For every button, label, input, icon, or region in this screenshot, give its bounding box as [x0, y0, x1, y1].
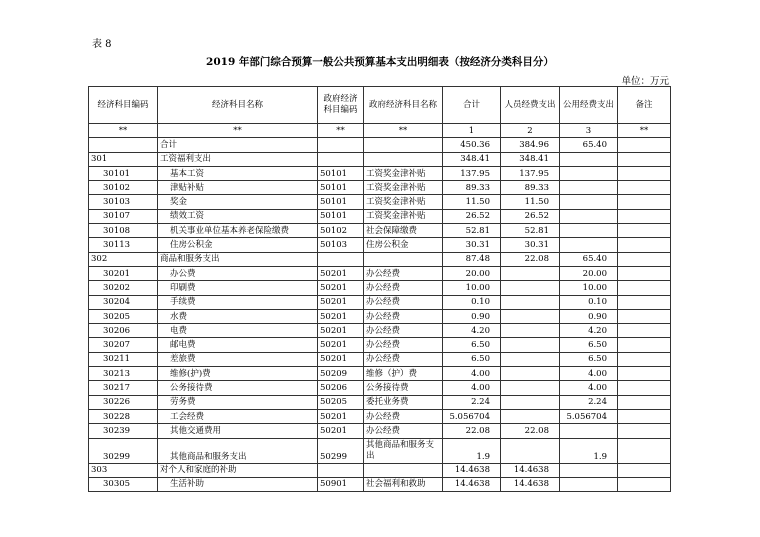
cell-gov-name [364, 252, 443, 266]
cell-remark [618, 409, 671, 423]
cell-total: 14.4638 [443, 463, 501, 477]
cell-total: 26.52 [443, 209, 501, 223]
cell-staff: 89.33 [501, 181, 560, 195]
cell-econ-code: 30101 [89, 166, 158, 180]
cell-staff [501, 395, 560, 409]
cell-econ-code: 30113 [89, 238, 158, 252]
cell-econ-code: 30207 [89, 338, 158, 352]
cell-gov-code: 50101 [318, 209, 364, 223]
cell-public: 0.90 [560, 309, 618, 323]
cell-total: 4.00 [443, 367, 501, 381]
header-gov-name: 政府经济科目名称 [364, 87, 443, 124]
cell-gov-name: 办公经费 [364, 424, 443, 438]
cell-total: 52.81 [443, 224, 501, 238]
table-row [89, 367, 671, 381]
cell-public: 4.20 [560, 324, 618, 338]
cell-public [560, 166, 618, 180]
cell-public [560, 477, 618, 491]
cell-public: 4.00 [560, 367, 618, 381]
cell-public: 4.00 [560, 381, 618, 395]
cell-gov-name: 住房公积金 [364, 238, 443, 252]
cell-staff [501, 338, 560, 352]
table-row [89, 338, 671, 352]
cell-total: 22.08 [443, 424, 501, 438]
cell-gov-name: 维修（护）费 [364, 367, 443, 381]
cell-gov-name [364, 138, 443, 152]
cell-staff: 11.50 [501, 195, 560, 209]
cell-remark [618, 266, 671, 280]
cell-remark [618, 152, 671, 166]
cell-econ-name: 电费 [158, 324, 318, 338]
cell-staff [501, 309, 560, 323]
cell-total: 14.4638 [443, 477, 501, 491]
cell-econ-name: 其他交通费用 [158, 424, 318, 438]
cell-gov-name: 工资奖金津补贴 [364, 166, 443, 180]
table-row [89, 438, 671, 463]
cell-remark [618, 295, 671, 309]
budget-table [88, 86, 671, 492]
cell-econ-code: 30103 [89, 195, 158, 209]
cell-gov-name: 工资奖金津补贴 [364, 209, 443, 223]
cell-staff [501, 352, 560, 366]
cell-remark [618, 195, 671, 209]
cell-total: 11.50 [443, 195, 501, 209]
cell-staff [501, 409, 560, 423]
cell-econ-name: 工会经费 [158, 409, 318, 423]
cell-public: 1.9 [560, 438, 618, 463]
cell-gov-code [318, 463, 364, 477]
table-row [89, 138, 671, 152]
marker-cell: 1 [443, 124, 501, 138]
cell-econ-name: 印刷费 [158, 281, 318, 295]
cell-total: 2.24 [443, 395, 501, 409]
marker-cell: ** [89, 124, 158, 138]
cell-econ-name: 邮电费 [158, 338, 318, 352]
cell-public [560, 152, 618, 166]
cell-public: 65.40 [560, 138, 618, 152]
cell-staff: 137.95 [501, 166, 560, 180]
cell-econ-code [89, 138, 158, 152]
cell-gov-name: 办公经费 [364, 281, 443, 295]
cell-gov-name: 工资奖金津补贴 [364, 181, 443, 195]
cell-remark [618, 367, 671, 381]
cell-gov-code: 50209 [318, 367, 364, 381]
cell-econ-code: 30211 [89, 352, 158, 366]
cell-public: 5.056704 [560, 409, 618, 423]
cell-staff: 22.08 [501, 424, 560, 438]
cell-gov-code: 50201 [318, 424, 364, 438]
header-staff: 人员经费支出 [501, 87, 560, 124]
table-row [89, 166, 671, 180]
cell-econ-code: 30226 [89, 395, 158, 409]
cell-econ-name: 奖金 [158, 195, 318, 209]
table-row [89, 352, 671, 366]
table-row [89, 309, 671, 323]
table-number: 表 8 [92, 39, 112, 50]
cell-econ-name: 住房公积金 [158, 238, 318, 252]
cell-public: 20.00 [560, 266, 618, 280]
cell-public: 6.50 [560, 352, 618, 366]
cell-econ-code: 30239 [89, 424, 158, 438]
cell-econ-name: 办公费 [158, 266, 318, 280]
cell-total: 20.00 [443, 266, 501, 280]
cell-gov-code: 50206 [318, 381, 364, 395]
cell-econ-name: 公务接待费 [158, 381, 318, 395]
cell-total: 89.33 [443, 181, 501, 195]
table-row [89, 195, 671, 209]
table-row [89, 477, 671, 491]
cell-gov-name: 委托业务费 [364, 395, 443, 409]
cell-gov-code: 50101 [318, 195, 364, 209]
cell-econ-code: 30201 [89, 266, 158, 280]
cell-staff: 384.96 [501, 138, 560, 152]
cell-remark [618, 252, 671, 266]
cell-econ-name: 对个人和家庭的补助 [158, 463, 318, 477]
cell-total: 6.50 [443, 338, 501, 352]
cell-remark [618, 166, 671, 180]
cell-econ-code: 30205 [89, 309, 158, 323]
table-row [89, 295, 671, 309]
cell-econ-code: 30102 [89, 181, 158, 195]
cell-gov-code: 50201 [318, 309, 364, 323]
cell-staff [501, 367, 560, 381]
marker-row [89, 124, 671, 138]
cell-econ-name: 其他商品和服务支出 [158, 438, 318, 463]
cell-remark [618, 209, 671, 223]
cell-econ-name: 合计 [158, 138, 318, 152]
table-row [89, 463, 671, 477]
table-row [89, 381, 671, 395]
cell-remark [618, 477, 671, 491]
cell-gov-name: 社会福利和救助 [364, 477, 443, 491]
cell-total: 4.20 [443, 324, 501, 338]
cell-gov-name: 办公经费 [364, 338, 443, 352]
cell-econ-code: 30204 [89, 295, 158, 309]
cell-staff [501, 266, 560, 280]
cell-gov-code: 50201 [318, 409, 364, 423]
cell-remark [618, 352, 671, 366]
table-row [89, 238, 671, 252]
cell-public [560, 195, 618, 209]
cell-econ-name: 津贴补贴 [158, 181, 318, 195]
cell-remark [618, 463, 671, 477]
cell-remark [618, 338, 671, 352]
marker-cell: 2 [501, 124, 560, 138]
cell-staff [501, 281, 560, 295]
document-title: 2019 年部门综合预算一般公共预算基本支出明细表（按经济分类科目分） [206, 56, 554, 68]
cell-gov-code: 50201 [318, 266, 364, 280]
cell-remark [618, 381, 671, 395]
cell-gov-code: 50102 [318, 224, 364, 238]
cell-staff: 30.31 [501, 238, 560, 252]
cell-total: 4.00 [443, 381, 501, 395]
unit-label: 单位：万元 [621, 76, 669, 87]
cell-public [560, 181, 618, 195]
cell-public: 65.40 [560, 252, 618, 266]
cell-econ-name: 差旅费 [158, 352, 318, 366]
header-econ-name: 经济科目名称 [158, 87, 318, 124]
cell-gov-code [318, 252, 364, 266]
cell-total: 450.36 [443, 138, 501, 152]
cell-remark [618, 395, 671, 409]
cell-gov-code [318, 138, 364, 152]
cell-gov-name: 其他商品和服务支出 [364, 438, 443, 463]
cell-total: 348.41 [443, 152, 501, 166]
cell-public [560, 463, 618, 477]
cell-gov-name: 公务接待费 [364, 381, 443, 395]
cell-staff: 14.4638 [501, 477, 560, 491]
cell-total: 0.10 [443, 295, 501, 309]
cell-econ-code: 30202 [89, 281, 158, 295]
cell-gov-code: 50101 [318, 181, 364, 195]
cell-econ-name: 基本工资 [158, 166, 318, 180]
marker-cell: ** [618, 124, 671, 138]
cell-econ-code: 30107 [89, 209, 158, 223]
table-row [89, 224, 671, 238]
cell-remark [618, 181, 671, 195]
cell-econ-code: 30108 [89, 224, 158, 238]
cell-total: 6.50 [443, 352, 501, 366]
cell-gov-code [318, 152, 364, 166]
cell-public [560, 209, 618, 223]
cell-econ-name: 商品和服务支出 [158, 252, 318, 266]
cell-gov-code: 50103 [318, 238, 364, 252]
cell-gov-code: 50201 [318, 295, 364, 309]
cell-econ-name: 工资福利支出 [158, 152, 318, 166]
table-row [89, 266, 671, 280]
cell-staff [501, 324, 560, 338]
cell-econ-name: 手续费 [158, 295, 318, 309]
table-row [89, 281, 671, 295]
cell-staff: 52.81 [501, 224, 560, 238]
table-row [89, 209, 671, 223]
cell-staff: 22.08 [501, 252, 560, 266]
cell-total: 10.00 [443, 281, 501, 295]
cell-gov-code: 50901 [318, 477, 364, 491]
cell-econ-code: 30228 [89, 409, 158, 423]
cell-econ-name: 劳务费 [158, 395, 318, 409]
cell-econ-code: 303 [89, 463, 158, 477]
header-econ-code: 经济科目编码 [89, 87, 158, 124]
cell-public: 10.00 [560, 281, 618, 295]
cell-econ-name: 维修(护)费 [158, 367, 318, 381]
marker-cell: ** [318, 124, 364, 138]
header-remark: 备注 [618, 87, 671, 124]
cell-gov-code: 50201 [318, 281, 364, 295]
cell-staff: 26.52 [501, 209, 560, 223]
table-row [89, 152, 671, 166]
table-row [89, 252, 671, 266]
cell-gov-name: 工资奖金津补贴 [364, 195, 443, 209]
cell-econ-code: 30206 [89, 324, 158, 338]
cell-gov-code: 50205 [318, 395, 364, 409]
cell-public [560, 424, 618, 438]
cell-gov-name [364, 152, 443, 166]
cell-gov-name: 办公经费 [364, 409, 443, 423]
cell-public: 0.10 [560, 295, 618, 309]
cell-econ-code: 30299 [89, 438, 158, 463]
cell-public [560, 238, 618, 252]
cell-total: 1.9 [443, 438, 501, 463]
header-public: 公用经费支出 [560, 87, 618, 124]
cell-staff [501, 295, 560, 309]
cell-public: 6.50 [560, 338, 618, 352]
cell-remark [618, 281, 671, 295]
cell-gov-name: 社会保障缴费 [364, 224, 443, 238]
cell-total: 5.056704 [443, 409, 501, 423]
cell-econ-name: 绩效工资 [158, 209, 318, 223]
cell-remark [618, 309, 671, 323]
header-total: 合计 [443, 87, 501, 124]
cell-gov-name: 办公经费 [364, 324, 443, 338]
cell-econ-name: 水费 [158, 309, 318, 323]
cell-remark [618, 438, 671, 463]
cell-staff: 14.4638 [501, 463, 560, 477]
cell-total: 30.31 [443, 238, 501, 252]
cell-public [560, 224, 618, 238]
cell-remark [618, 324, 671, 338]
cell-econ-code: 30217 [89, 381, 158, 395]
cell-gov-code: 50299 [318, 438, 364, 463]
marker-cell: ** [158, 124, 318, 138]
cell-remark [618, 424, 671, 438]
cell-gov-name [364, 463, 443, 477]
cell-remark [618, 238, 671, 252]
marker-cell: ** [364, 124, 443, 138]
cell-public: 2.24 [560, 395, 618, 409]
cell-gov-name: 办公经费 [364, 266, 443, 280]
cell-staff [501, 438, 560, 463]
cell-gov-name: 办公经费 [364, 352, 443, 366]
cell-gov-code: 50201 [318, 324, 364, 338]
cell-staff [501, 381, 560, 395]
table-row [89, 324, 671, 338]
cell-gov-code: 50101 [318, 166, 364, 180]
cell-total: 87.48 [443, 252, 501, 266]
cell-gov-code: 50201 [318, 338, 364, 352]
table-row [89, 181, 671, 195]
table-row [89, 424, 671, 438]
marker-cell: 3 [560, 124, 618, 138]
cell-gov-name: 办公经费 [364, 295, 443, 309]
table-row [89, 395, 671, 409]
table-body [89, 138, 671, 492]
cell-gov-code: 50201 [318, 352, 364, 366]
cell-econ-code: 30305 [89, 477, 158, 491]
cell-staff: 348.41 [501, 152, 560, 166]
table-row [89, 409, 671, 423]
cell-total: 0.90 [443, 309, 501, 323]
cell-remark [618, 224, 671, 238]
cell-econ-name: 生活补助 [158, 477, 318, 491]
cell-econ-name: 机关事业单位基本养老保险缴费 [158, 224, 318, 238]
header-gov-code: 政府经济科目编码 [318, 87, 364, 124]
cell-econ-code: 301 [89, 152, 158, 166]
cell-total: 137.95 [443, 166, 501, 180]
cell-econ-code: 302 [89, 252, 158, 266]
cell-remark [618, 138, 671, 152]
header-row [89, 87, 671, 124]
cell-gov-name: 办公经费 [364, 309, 443, 323]
cell-econ-code: 30213 [89, 367, 158, 381]
